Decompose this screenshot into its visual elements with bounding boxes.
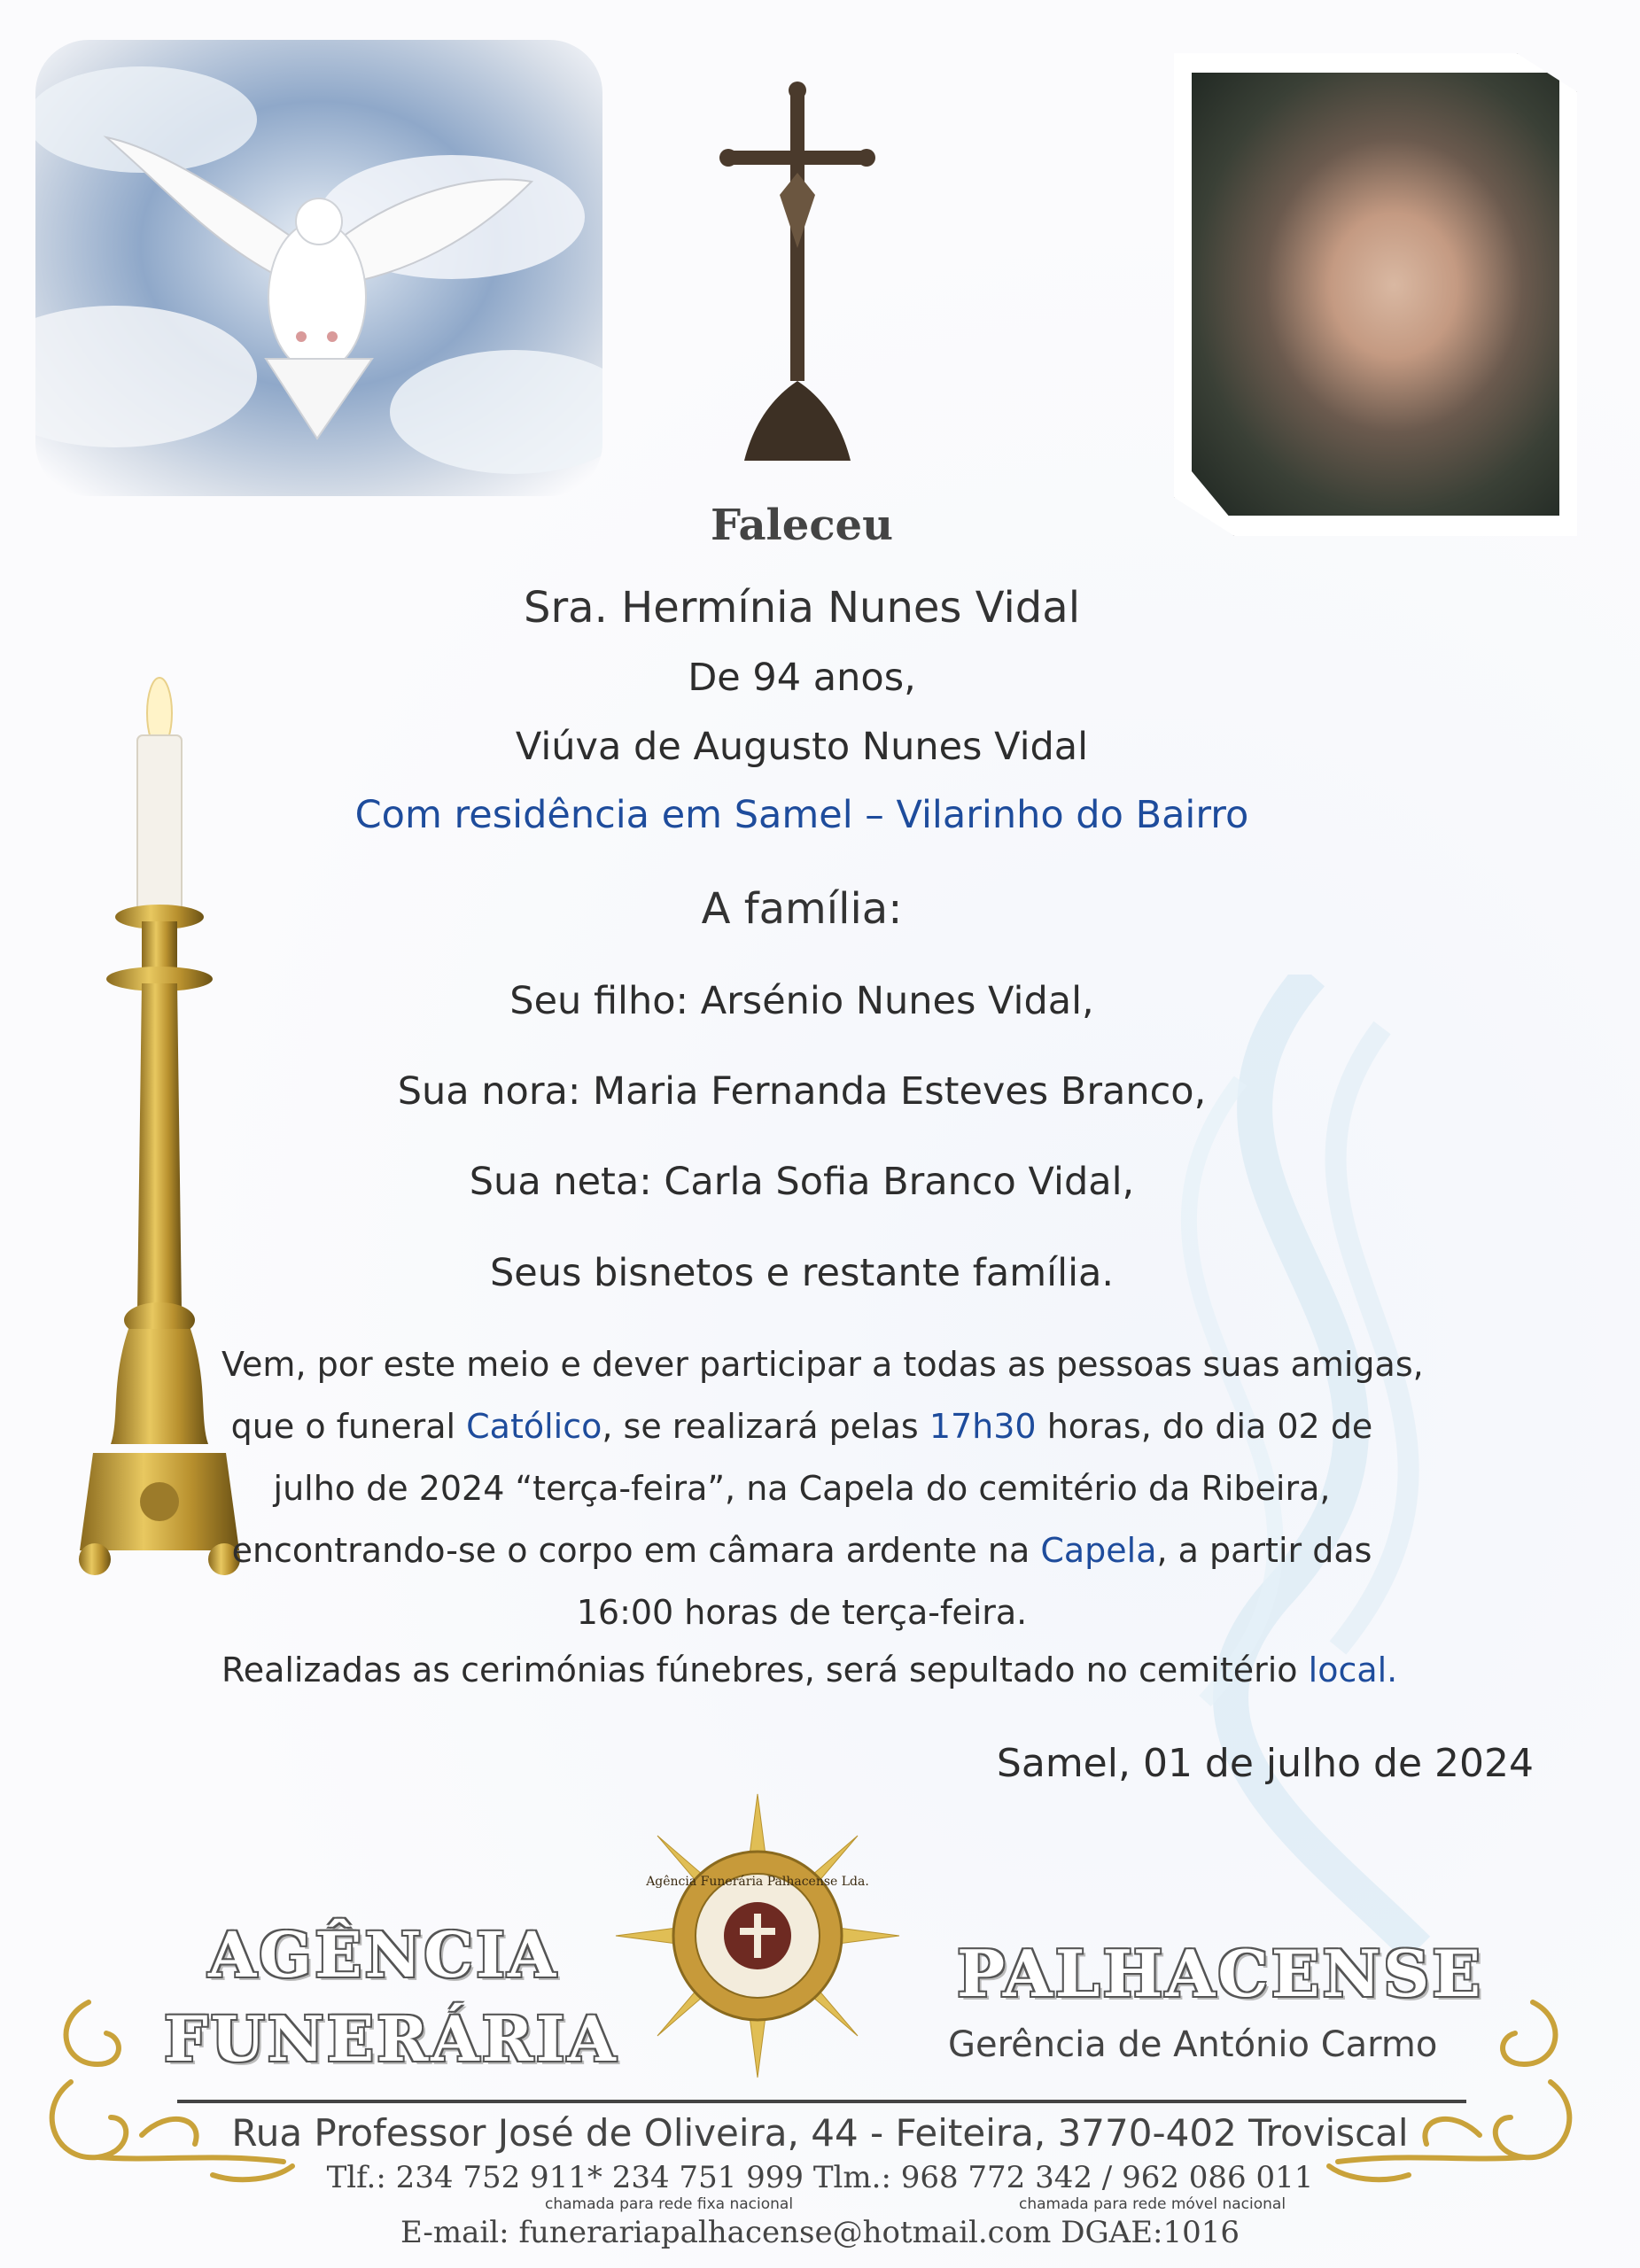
seal-icon: [611, 1790, 904, 2082]
body-line-4: encontrando-se o corpo em câmara ardente na Capela, a partir das: [231, 1531, 1372, 1570]
family-heading: A família:: [701, 884, 903, 934]
body-line-6: Realizadas as cerimónias fúnebres, será sepultado no cemitério local.: [222, 1651, 1398, 1689]
headline: Faleceu: [711, 501, 893, 550]
family-member: Sua nora: Maria Fernanda Esteves Branco,: [397, 1069, 1207, 1114]
age: De 94 anos,: [688, 656, 916, 700]
body-line-5: 16:00 horas de terça-feira.: [576, 1593, 1028, 1632]
body-line-3: julho de 2024 “terça-feira”, na Capela do cemitério da Ribeira,: [273, 1469, 1331, 1508]
ornament-icon: [1320, 1984, 1586, 2188]
family-member: Seu filho: Arsénio Nunes Vidal,: [509, 979, 1094, 1023]
phone-note-mobile: chamada para rede móvel nacional: [1019, 2195, 1286, 2213]
brand-word-palhacense: PALHACENSE: [957, 1936, 1484, 2011]
family-member: Seus bisnetos e restante família.: [489, 1251, 1115, 1295]
date-place: Samel, 01 de julho de 2024: [996, 1741, 1534, 1786]
portrait-photo: [1192, 73, 1559, 516]
management-line: Gerência de António Carmo: [948, 2024, 1438, 2065]
dove-image: [35, 40, 602, 496]
crucifix-icon: [718, 80, 877, 470]
residence: Com residência em Samel – Vilarinho do Bairro: [354, 793, 1249, 837]
deceased-name: Sra. Hermínia Nunes Vidal: [523, 583, 1081, 633]
phone-note-fixed: chamada para rede fixa nacional: [545, 2195, 794, 2213]
footer-divider: [177, 2100, 1466, 2103]
brand-word-funeraria: FUNERÁRIA: [164, 2002, 618, 2076]
ornament-icon: [35, 1984, 301, 2188]
address: Rua Professor José de Oliveira, 44 - Feiteira, 3770-402 Troviscal: [231, 2111, 1409, 2155]
svg-text:Agência Funerária Palhacense L: Agência Funerária Palhacense Lda.: [646, 1875, 869, 1889]
phones: Tlf.: 234 752 911* 234 751 999 Tlm.: 968 772 342 / 962 086 011: [326, 2160, 1314, 2195]
contact-email: E-mail: funerariapalhacense@hotmail.com DGAE:1016: [400, 2215, 1240, 2250]
body-line-1: Vem, por este meio e dever participar a todas as pessoas suas amigas,: [222, 1345, 1424, 1384]
widow-of: Viúva de Augusto Nunes Vidal: [515, 725, 1089, 769]
family-member: Sua neta: Carla Sofia Branco Vidal,: [469, 1160, 1135, 1204]
brand-word-agencia: AGÊNCIA: [208, 1918, 559, 1992]
portrait-frame: [1174, 53, 1577, 536]
body-line-2: que o funeral Católico, se realizará pelas 17h30 horas, do dia 02 de: [230, 1407, 1373, 1446]
